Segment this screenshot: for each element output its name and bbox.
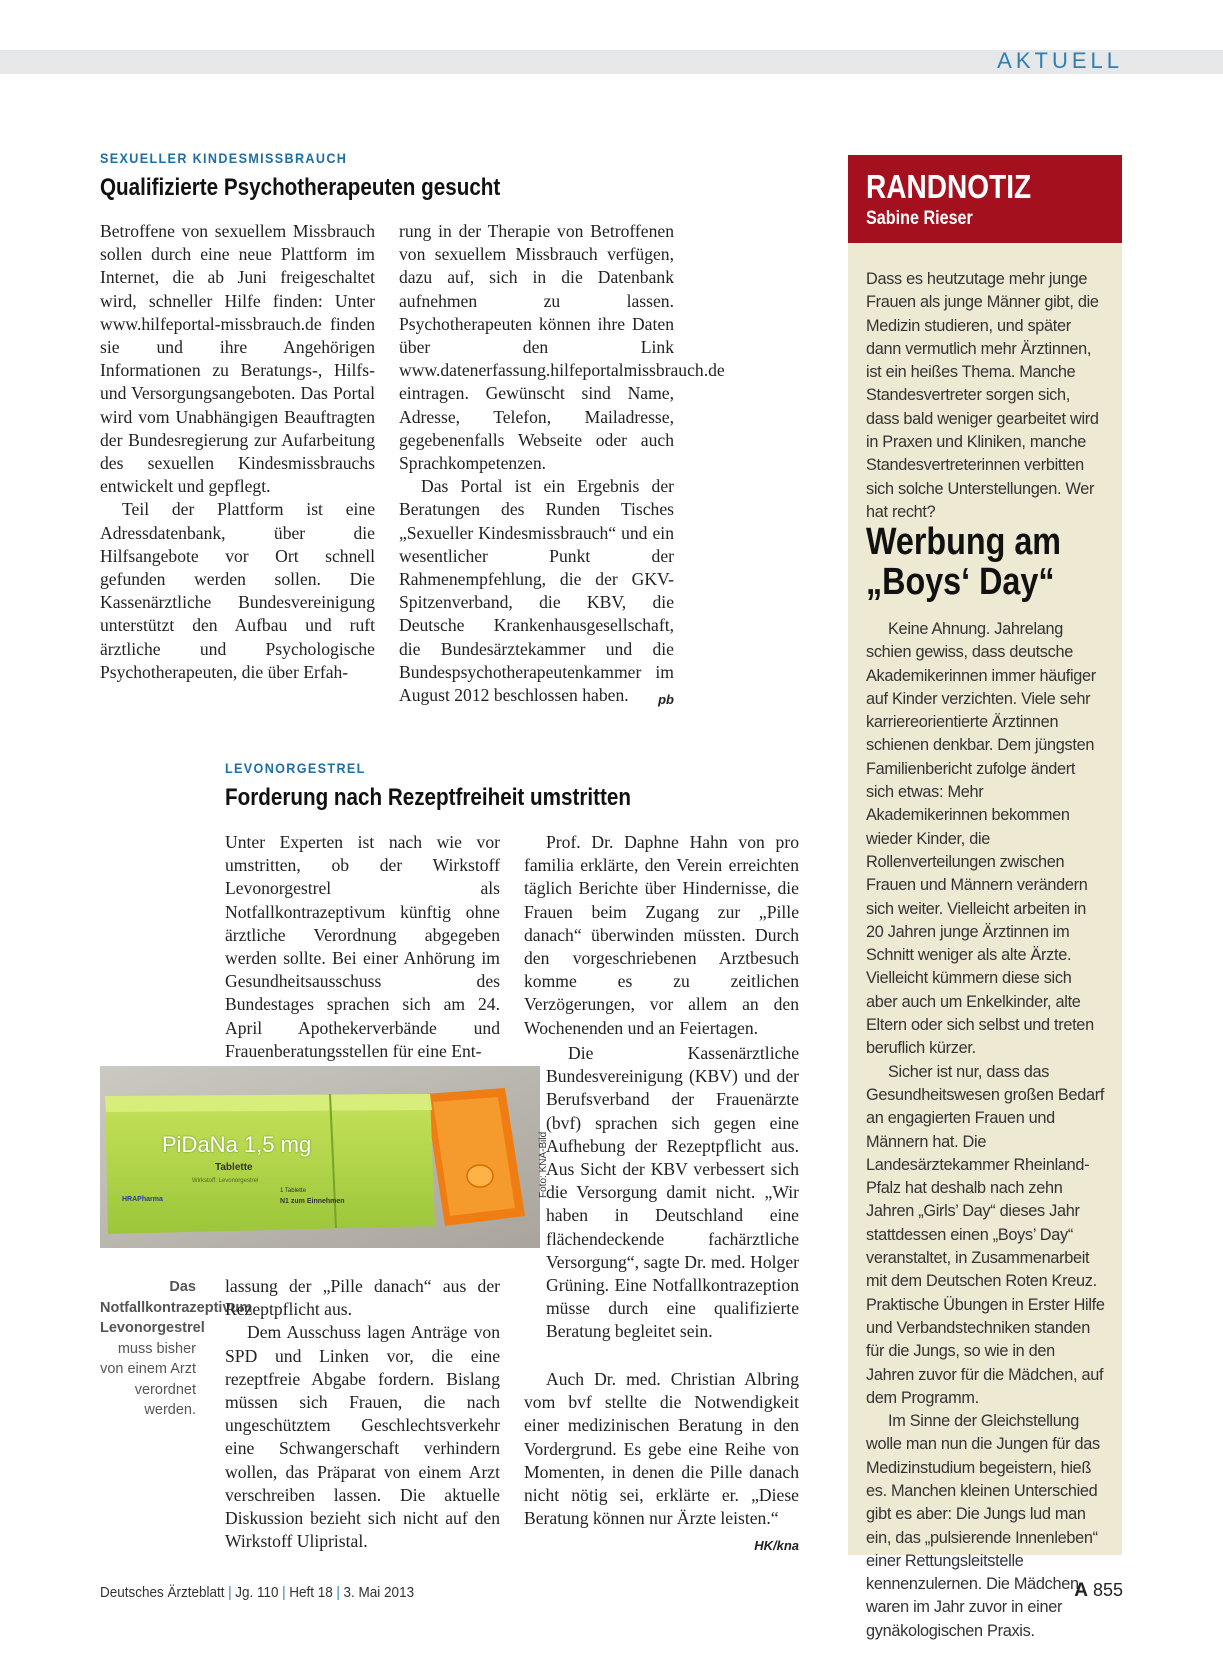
randnotiz-heading-line: „Boys‘ Day“ <box>866 561 1055 603</box>
footer-date: 3. Mai 2013 <box>343 1584 415 1601</box>
footer-issue: Heft 18 <box>289 1584 333 1601</box>
article1-paragraph: Betroffene von sexuellem Missbrauch sollen durch eine neue Plattform im Internet, die ab Juni freigeschaltet wird, schneller Hilfe finden: Unter www.hilfeportal-missbrauch.de finden sie und ihre Angehörigen Informationen zu Beratungs-, Hilfs- und Versorgungsangeboten. Das Portal wird vom Unabhängigen Beauftragten der Bundesregierung zur Aufarbeitung des sexuellen Kindesmissbrauchs entwickelt und gepflegt. <box>100 221 375 497</box>
caption-text: muss bisher von einem Arzt verordnet werden. <box>100 1340 196 1418</box>
article2-kicker: LEVONORGESTREL <box>225 760 366 776</box>
article1-column-2 <box>399 220 725 711</box>
article1-paragraph: rung in der Therapie von Betroffenen von sexuellem Missbrauch verfügen, dazu auf, sich in die Datenbank aufnehmen zu lassen. Psychotherapeuten können ihre Daten über den Link www.datenerfassung.hilfeportalmissbrauch.de eintragen. Gewünscht sind Name, Adresse, Telefon, Mailadresse, gegebenenfalls Webseite oder auch Sprachkompetenzen. <box>399 221 725 474</box>
footer-journal: Deutsches Ärzteblatt <box>100 1584 225 1601</box>
article2-column-1-top <box>225 831 500 1063</box>
article2-paragraph: Dem Ausschuss lagen Anträge von SPD und Linken vor, die eine rezeptfreie Abgabe fordern. Bislang müssen sich Frauen, die nach ungeschütztem Geschlechtsverkehr eine Schwangerschaft verhindern wollen, das Präparat von einem Arzt verschreiben lassen. Die aktuelle Diskussion bezieht sich nicht auf den Wirkstoff Ulipristal. <box>225 1322 500 1552</box>
product-form: Tablette <box>215 1162 253 1173</box>
randnotiz-heading <box>866 522 1070 602</box>
article1-title: Qualifizierte Psychotherapeuten gesucht <box>100 174 501 201</box>
article2-paragraph: Prof. Dr. Daphne Hahn von pro familia erklärte, den Verein erreichten täglich Berichte über Hindernisse, die Frauen beim Zugang zur „Pille danach“ überwinden müssten. Durch den vorgeschriebenen Arztbesuch komme es zu zeitlichen Verzögerungen, vor allem an den Wochenenden und an Feiertagen. <box>524 832 799 1038</box>
article2-signature: HK/kna <box>754 1538 799 1554</box>
article2-column-1-bottom <box>225 1275 500 1553</box>
photo-credit: Foto: KNA-Bild <box>538 1131 549 1198</box>
article1-paragraph: Teil der Plattform ist eine Adressdatenbank, über die Hilfsangebote vor Ort schnell gefunden werden sollen. Die Kassenärztliche Bundesvereinigung unterstützt den Aufbau und ruft ärztliche und Psychologische Psychotherapeuten, die über Erfah- <box>100 499 375 682</box>
product-ingredient: Wirkstoff: Levonorgestrel <box>192 1178 259 1184</box>
product-count: 1 Tablette <box>280 1188 306 1194</box>
article2-paragraph: lassung der „Pille danach“ aus der Rezeptpflicht aus. <box>225 1276 500 1320</box>
randnotiz-body <box>866 618 1106 1643</box>
photo-caption <box>100 1277 253 1421</box>
article1-column-1 <box>100 220 375 684</box>
randnotiz-paragraph: Im Sinne der Gleichstellung wolle man nun die Jungen für das Medizinstudium begeistern, hieß es. Manchen kleinen Unterschied gibt es aber: Die Jungs lud man ein, das „pulsierende Innenleben“ einer Rettungsleitstelle kennenzulernen. Die Mädchen waren im Jahr zuvor in einer gynäkologischen Praxis. <box>866 1412 1100 1640</box>
randnotiz-title: RANDNOTIZ <box>866 168 1032 205</box>
product-photo <box>100 1066 540 1248</box>
article2-paragraph: Auch Dr. med. Christian Albring vom bvf stellte die Notwendigkeit einer medizinischen Beratung in den Vordergrund. Es gebe eine Reihe von Momenten, in denen die Pille danach nicht nötig sei, erklärte er. „Diese Beratung können nur Ärzte leisten.“ HK/kna <box>524 1368 799 1530</box>
footer-info: Deutsches Ärzteblatt | Jg. 110 | Heft 18 | 3. Mai 2013 <box>100 1584 415 1601</box>
randnotiz-intro-text: Dass es heutzutage mehr junge Frauen als junge Männer gibt, die Medizin studieren, und später dann vermutlich mehr Ärztinnen, ist ein heißes Thema. Manche Standesvertreter sorgen sich, dass bald weniger gearbeitet wird in Praxen und Kliniken, manche Standesvertreterinnen verbitten sich solche Unterstellungen. Wer hat recht? <box>866 270 1099 521</box>
randnotiz-heading-line: Werbung am <box>866 521 1062 563</box>
footer-volume: Jg. 110 <box>235 1584 279 1601</box>
article1-paragraph: Das Portal ist ein Ergebnis der Beratungen des Runden Tisches „Sexueller Kindesmissbrauch“ und ein wesentlicher Punkt der Rahmenempfehlung, die der GKV-Spitzenverband, die KBV, die Deutsche Krankenhausgesellschaft, die Bundesärztekammer und die Bundespsychotherapeutenkammer im August 2012 beschlossen haben. pb <box>399 475 674 707</box>
randnotiz-author: Sabine Rieser <box>866 208 973 229</box>
randnotiz-paragraph: Keine Ahnung. Jahrelang schien gewiss, dass deutsche Akademikerinnen immer häufiger auf Kinder verzichten. Viele sehr karriereorientierte Ärztinnen schienen denkbar. Dem jüngsten Familienbericht zufolge ändert sich etwas: Mehr Akademikerinnen bekommen wieder Kinder, die Rollenverteilungen zwischen Frauen und Männern verändern sich weiter. Vielleicht arbeiten in 20 Jahren junge Ärztinnen im Schnitt weniger als alte Ärzte. Vielleicht kümmern diese sich aber auch um Enkelkinder, alte Eltern oder sich selbst und treten beruflich kürzer. <box>866 620 1096 1058</box>
randnotiz-intro <box>866 268 1106 524</box>
article1-signature: pb <box>658 692 674 708</box>
page-number <box>1074 1580 1123 1602</box>
page-number-value: 855 <box>1092 1580 1123 1600</box>
product-maker: HRAPharma <box>122 1196 163 1203</box>
article2-title: Forderung nach Rezeptfreiheit umstritten <box>225 784 631 811</box>
product-name: PiDaNa 1,5 mg <box>162 1132 312 1157</box>
section-label: AKTUELL <box>997 48 1123 73</box>
article2-column-2-bottom <box>524 1368 799 1558</box>
article2-column-2-top <box>524 831 799 1040</box>
page-prefix: A <box>1074 1580 1088 1601</box>
article1-kicker: SEXUELLER KINDESMISSBRAUCH <box>100 150 348 166</box>
product-pack: N1 zum Einnehmen <box>280 1198 345 1205</box>
article2-column-2-wrap <box>546 1042 799 1344</box>
randnotiz-paragraph: Sicher ist nur, dass das Gesundheitswesen großen Bedarf an engagierten Frauen und Männern hat. Die Landesärztekammer Rheinland-Pfalz hat deshalb nach zehn Jahren „Girls’ Day“ dieses Jahr stattdessen einen „Boys’ Day“ veranstaltet, in Zusammenarbeit mit dem Deutschen Roten Kreuz. Praktische Übungen in Erster Hilfe und Verbandstechniken standen für die Jungs, so wie in den Jahren zuvor für die Mädchen, auf dem Programm. <box>866 1062 1105 1407</box>
article2-paragraph: Unter Experten ist nach wie vor umstritten, ob der Wirkstoff Levonorgestrel als Notfallkontrazeptivum künftig ohne ärztliche Verordnung abgegeben werden sollte. Bei einer Anhörung im Gesundheitsausschuss des Bundestages sprachen sich am 24. April Apothekerverbände und Frauenberatungsstellen für eine Ent- <box>225 832 500 1061</box>
caption-bold: Das Notfallkontrazeptivum Levonorgestrel <box>100 1279 253 1336</box>
article2-paragraph: Die Kassenärztliche Bundesvereinigung (KBV) und der Berufsverband der Frauenärzte (bvf) sprachen sich gegen eine Aufhebung der Rezeptpflicht aus. Aus Sicht der KBV verbessert sich die Versorgung damit nicht. „Wir haben in Deutschland eine flächendeckende fachärztliche Versorgung“, sagte Dr. med. Holger Grüning. Eine Notfallkontrazeption müsse durch eine qualifizierte Beratung begleitet sein. <box>546 1043 799 1342</box>
